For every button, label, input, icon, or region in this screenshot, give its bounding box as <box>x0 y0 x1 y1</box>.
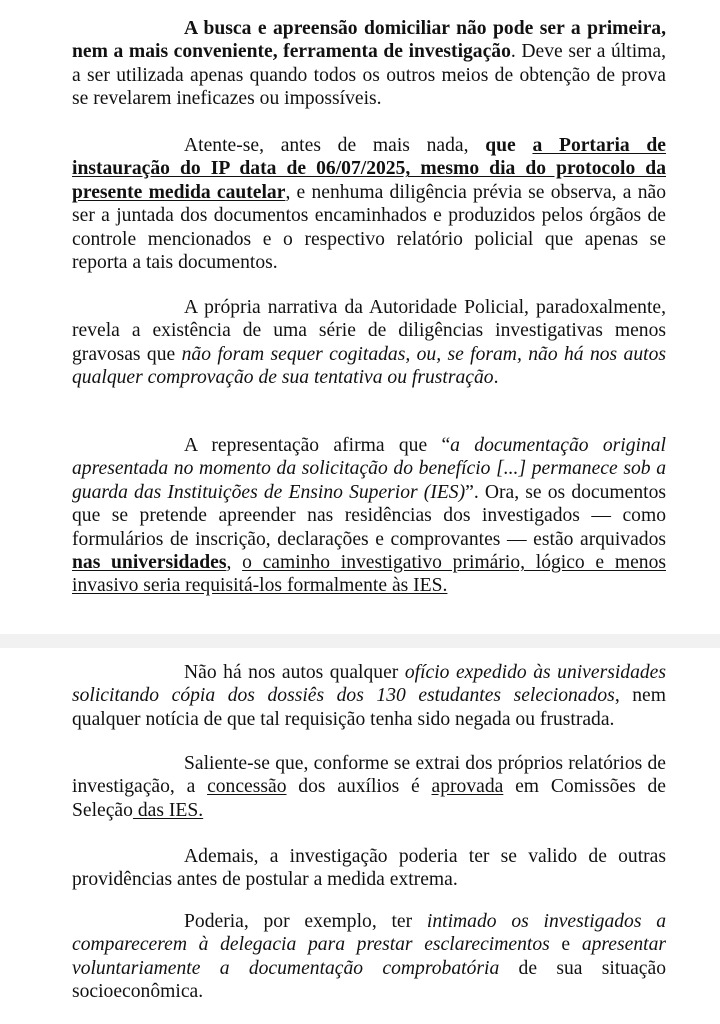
text-segment: Poderia, por exemplo, ter <box>184 911 427 932</box>
text-segment: ”. Ora, se os documentos que se pretende apreender nas residências dos investigados — como formulários de inscrição, declarações e comprovantes — estão arquivados <box>72 481 667 550</box>
text-segment: , <box>226 552 243 574</box>
text-segment: , nem qualquer notícia de que tal requisição tenha sido negada ou frustrada. <box>72 685 666 730</box>
text-segment: ofício expedido às universidades solicitando cópia dos dossiês dos 130 estudantes selecionados <box>72 662 666 707</box>
text-segment: apresentar voluntariamente a documentação comprobatória <box>72 934 666 979</box>
text-segment: Ademais, a investigação poderia ter se valido de outras providências antes de postular a medida extrema. <box>72 846 666 891</box>
text-segment: intimado os investigados a comparecerem à delegacia para prestar esclarecimentos <box>72 911 666 956</box>
text-segment: dos auxílios é <box>286 776 432 798</box>
text-segment: que <box>485 135 533 156</box>
paragraph-2 <box>72 134 666 274</box>
text-segment: a Portaria de instauração do IP data de 06/07/2025, mesmo dia do protocolo da presente medida cautelar <box>72 135 667 203</box>
text-segment: em Comissões de Seleção <box>72 776 666 821</box>
text-segment: . Deve ser a última, a ser utilizada apenas quando todos os outros meios de obtenção de prova se revelarem ineficazes ou impossíveis. <box>72 41 666 110</box>
text-segment: das IES. <box>132 799 204 821</box>
paragraph-7 <box>72 845 666 892</box>
paragraph-5 <box>72 661 666 731</box>
text-segment: A própria narrativa da Autoridade Policial, paradoxalmente, revela a existência de uma série de diligências investigativas menos gravosas que <box>72 297 666 365</box>
text-segment: Não há nos autos qualquer <box>184 662 405 683</box>
paragraph-4 <box>72 434 666 598</box>
text-segment: . <box>493 367 499 389</box>
text-segment: o caminho investigativo primário, lógico e menos invasivo seria requisitá-los formalmente às IES. <box>72 552 666 597</box>
text-segment: aprovada <box>431 776 504 798</box>
paragraph-8 <box>72 910 666 1004</box>
paragraph-1 <box>72 17 666 111</box>
page-break-gap <box>0 634 720 648</box>
paragraph-6 <box>72 752 666 822</box>
text-segment: não foram sequer cogitadas, ou, se foram, não há nos autos qualquer comprovação de sua tentativa ou frustração <box>72 343 666 389</box>
text-segment: A representação afirma que “ <box>184 435 451 456</box>
page-sheet-bottom <box>0 648 720 1024</box>
text-segment: Saliente-se que, conforme se extrai dos próprios relatórios de investigação, a <box>72 753 666 798</box>
text-segment: nas universidades <box>72 552 227 574</box>
text-segment: , e nenhuma diligência prévia se observa, a não ser a juntada dos documentos encaminhados e produzidos pelos órgãos de controle mencionados e o respectivo relatório policial que apenas se reporta a tais documentos. <box>72 181 666 274</box>
text-segment: a documentação original apresentada no momento da solicitação do benefício [...] permanece sob a guarda das Instituições de Ensino Superior (IES) <box>72 435 666 503</box>
text-segment: e <box>549 934 582 956</box>
text-segment: Atente-se, antes de mais nada, <box>184 135 486 156</box>
text-segment: de sua situação socioeconômica. <box>72 957 666 1003</box>
text-segment: A busca e apreensão domiciliar não pode ser a primeira, nem a mais conveniente, ferramenta de investigação <box>72 18 666 63</box>
paragraph-3 <box>72 296 666 390</box>
text-segment: concessão <box>207 776 287 798</box>
